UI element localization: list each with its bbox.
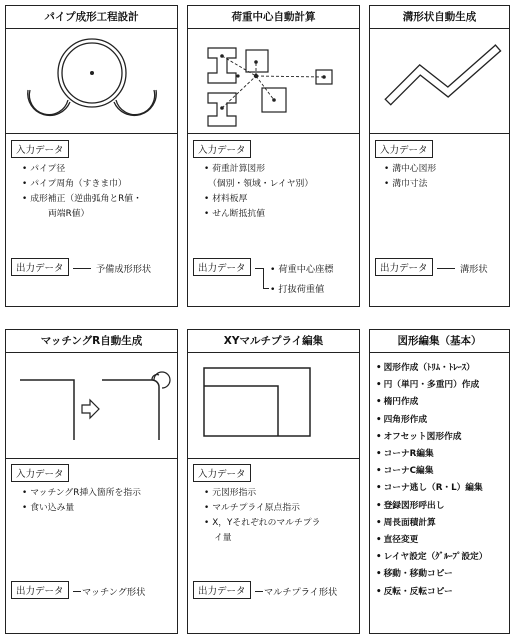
connector-line xyxy=(255,268,263,269)
input-list xyxy=(384,162,436,192)
list-item: • 食い込み量 xyxy=(22,501,141,516)
output-label: 出力データ xyxy=(11,258,69,276)
list-item: • オフセット図形作成 xyxy=(376,429,487,446)
input-label: 入力データ xyxy=(193,464,251,482)
output-value: 予備成形形状 xyxy=(96,264,152,275)
input-label: 入力データ xyxy=(375,140,433,158)
list-item: イ量 xyxy=(214,533,232,543)
input-label: 入力データ xyxy=(11,140,69,158)
output-label: 出力データ xyxy=(11,581,69,599)
list-item: • 登録図形呼出し xyxy=(376,498,487,515)
list-item: • 円（単円・多重円）作成 xyxy=(376,377,487,394)
list-item: • マッチングR挿入箇所を指示 xyxy=(22,486,141,501)
feature-list xyxy=(376,360,487,601)
divider xyxy=(188,133,359,134)
list-item: • 四角形作成 xyxy=(376,412,487,429)
list-item: • X，Yそれぞれのマルチプラ xyxy=(204,516,320,531)
card-title: 図形編集（基本） xyxy=(370,330,509,353)
matching-figure xyxy=(6,352,177,458)
output-label: 出力データ xyxy=(193,258,251,276)
card-figure-editing xyxy=(369,329,510,634)
input-list xyxy=(22,486,141,516)
card-pipe-forming xyxy=(5,5,178,307)
card-title: パイプ成形工程設計 xyxy=(6,6,177,29)
connector-line xyxy=(437,268,455,269)
list-item: • コーナC編集 xyxy=(376,463,487,480)
output-value: • 打抜荷重値 xyxy=(270,284,325,295)
list-item: （個別・領域・レイヤ別） xyxy=(208,179,314,189)
connector-line xyxy=(263,288,269,289)
list-item: • レイヤ設定（ｸﾞﾙｰﾌﾟ設定） xyxy=(376,549,487,566)
list-item: • パイプ径 xyxy=(22,162,142,177)
list-item: • 元図形指示 xyxy=(204,486,320,501)
output-value-text: 打抜荷重値 xyxy=(278,284,325,295)
input-list xyxy=(204,486,320,546)
output-value: マッチング形状 xyxy=(82,587,146,598)
card-matching-r xyxy=(5,329,178,634)
list-item: 両端R値） xyxy=(48,209,90,219)
card-title: XYマルチプライ編集 xyxy=(188,330,359,353)
card-title: 荷重中心自動計算 xyxy=(188,6,359,29)
card-xy-multiply xyxy=(187,329,360,634)
output-value: マルチプライ形状 xyxy=(264,587,338,598)
connector-line xyxy=(263,268,264,288)
input-list xyxy=(22,162,142,222)
list-item: • 溝中心図形 xyxy=(384,162,436,177)
connector-line xyxy=(73,591,81,592)
list-item: • 荷重計算図形 xyxy=(204,162,313,177)
output-value-text: 荷重中心座標 xyxy=(278,264,334,275)
output-value: • 荷重中心座標 xyxy=(270,264,334,275)
list-item: • 周長面積計算 xyxy=(376,515,487,532)
list-item: • コーナ逃し（R・L）編集 xyxy=(376,480,487,497)
card-title: マッチングR自動生成 xyxy=(6,330,177,353)
load-figure xyxy=(188,28,359,133)
list-item: • 図形作成（ﾄﾘﾑ・ﾄﾚｰｽ） xyxy=(376,360,487,377)
input-list xyxy=(204,162,313,222)
list-item: • 成形補正（逆曲弧角とR値・ xyxy=(22,192,142,207)
list-item: • 反転・反転コピー xyxy=(376,584,487,601)
list-item: • 溝巾寸法 xyxy=(384,177,436,192)
list-item: • コーナR編集 xyxy=(376,446,487,463)
card-groove xyxy=(369,5,510,307)
divider xyxy=(188,458,359,459)
output-value: 溝形状 xyxy=(460,264,488,275)
divider xyxy=(6,458,177,459)
connector-line xyxy=(73,268,91,269)
output-label: 出力データ xyxy=(193,581,251,599)
output-label: 出力データ xyxy=(375,258,433,276)
list-item: • 楕円作成 xyxy=(376,394,487,411)
card-title: 溝形状自動生成 xyxy=(370,6,509,29)
list-item: • 直径変更 xyxy=(376,532,487,549)
xy-figure xyxy=(188,352,359,458)
groove-figure xyxy=(370,28,509,133)
divider xyxy=(6,133,177,134)
input-label: 入力データ xyxy=(11,464,69,482)
connector-line xyxy=(255,591,263,592)
list-item: • パイプ周角（すきま巾） xyxy=(22,177,142,192)
list-item: • せん断抵抗値 xyxy=(204,207,313,222)
input-label: 入力データ xyxy=(193,140,251,158)
card-load-center xyxy=(187,5,360,307)
list-item: • 材料板厚 xyxy=(204,192,313,207)
list-item: • マルチプライ原点指示 xyxy=(204,501,320,516)
divider xyxy=(370,133,509,134)
pipe-figure xyxy=(6,28,177,133)
list-item: • 移動・移動コピー xyxy=(376,566,487,583)
